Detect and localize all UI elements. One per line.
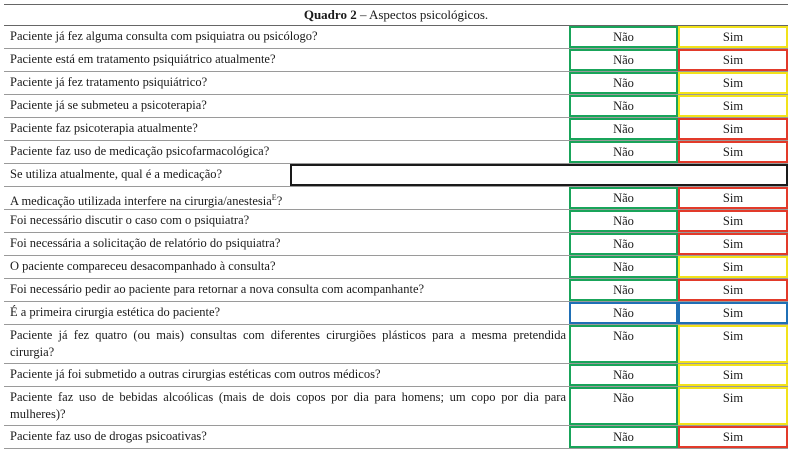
question-label: Paciente faz uso de drogas psicoativas? [10,429,207,443]
question-label: Paciente já fez tratamento psiquiátrico? [10,75,208,89]
answer-sim-option[interactable]: Sim [678,72,788,94]
answer-nao-option[interactable]: Não [569,279,678,301]
answer-sim-option[interactable]: Sim [678,364,788,386]
question-text [10,143,566,160]
answer-nao-option[interactable]: Não [569,233,678,255]
answer-sim-option[interactable]: Sim [678,141,788,163]
answer-sim-option[interactable]: Sim [678,118,788,140]
answer-sim-option[interactable]: Sim [678,325,788,363]
question-suffix: ? [276,194,283,209]
answer-nao-option[interactable]: Não [569,325,678,363]
answer-nao-option[interactable]: Não [569,426,678,448]
question-text [10,428,566,445]
table-row [4,302,788,325]
table-row [4,325,788,364]
answer-sim-option[interactable]: Sim [678,279,788,301]
table-row [4,233,788,256]
question-text [10,389,566,423]
question-label: Paciente já fez alguma consulta com psiquiatra ou psicólogo? [10,29,318,43]
answer-nao-option[interactable]: Não [569,187,678,209]
question-label: A medicação utilizada interfere na cirurgia/anestesia [10,194,272,209]
answer-nao-option[interactable]: Não [569,26,678,48]
answer-sim-option[interactable]: Sim [678,233,788,255]
answer-sim-option[interactable]: Sim [678,49,788,71]
question-text [10,304,566,321]
table-row [4,26,788,49]
table-row [4,210,788,233]
answer-sim-option[interactable]: Sim [678,387,788,425]
answer-nao-option[interactable]: Não [569,302,678,324]
answer-sim-option[interactable]: Sim [678,187,788,209]
question-label: Foi necessário pedir ao paciente para retornar a nova consulta com acompanhante? [10,282,425,296]
question-text [10,212,566,229]
question-label: Paciente já fez quatro (ou mais) consultas com diferentes cirurgiões plásticos para a mesma pretendida cirurgia? [10,328,566,359]
question-text [10,74,566,91]
question-label: Paciente faz uso de medicação psicofarmacológica? [10,144,270,158]
answer-sim-option[interactable]: Sim [678,26,788,48]
question-label: Paciente já se submeteu a psicoterapia? [10,98,207,112]
answer-nao-option[interactable]: Não [569,118,678,140]
answer-sim-option[interactable]: Sim [678,426,788,448]
question-text [10,327,566,361]
question-text [10,51,566,68]
question-label: O paciente compareceu desacompanhado à consulta? [10,259,276,273]
table-caption [4,4,788,26]
table-row [4,426,788,449]
table-row [4,164,788,187]
table-row [4,118,788,141]
question-text [10,120,566,137]
answer-sim-option[interactable]: Sim [678,210,788,232]
question-label: Paciente já foi submetido a outras cirurgias estéticas com outros médicos? [10,367,381,381]
question-text [10,189,566,210]
question-label: Foi necessário discutir o caso com o psiquiatra? [10,213,250,227]
answer-nao-option[interactable]: Não [569,95,678,117]
question-text [10,28,566,45]
quadro-table [4,4,788,449]
answer-sim-option[interactable]: Sim [678,302,788,324]
table-row [4,187,788,210]
question-label: Paciente faz uso de bebidas alcoólicas (mais de dois copos por dia para homens; um copo por dia para mulheres)? [10,390,566,421]
medication-answer-box[interactable] [290,164,788,186]
table-row [4,72,788,95]
table-row [4,364,788,387]
footnote-marker: E [271,193,277,202]
answer-nao-option[interactable]: Não [569,364,678,386]
question-text [10,235,566,252]
answer-nao-option[interactable]: Não [569,210,678,232]
question-text [10,366,566,383]
table-row [4,49,788,72]
table-row [4,279,788,302]
question-label: Paciente faz psicoterapia atualmente? [10,121,198,135]
answer-nao-option[interactable]: Não [569,141,678,163]
answer-nao-option[interactable]: Não [569,49,678,71]
answer-nao-option[interactable]: Não [569,72,678,94]
answer-nao-option[interactable]: Não [569,256,678,278]
table-body [4,26,788,449]
caption-number: Quadro 2 [303,7,357,22]
caption-title: – Aspectos psicológicos. [359,7,489,22]
table-row [4,387,788,426]
table-row [4,141,788,164]
answer-nao-option[interactable]: Não [569,387,678,425]
answer-sim-option[interactable]: Sim [678,256,788,278]
question-label: Foi necessária a solicitação de relatório do psiquiatra? [10,236,281,250]
table-row [4,256,788,279]
answer-sim-option[interactable]: Sim [678,95,788,117]
question-text [10,258,566,275]
question-text [10,97,566,114]
question-label: Paciente está em tratamento psiquiátrico atualmente? [10,52,276,66]
question-label: Se utiliza atualmente, qual é a medicação? [10,167,223,181]
question-label: É a primeira cirurgia estética do paciente? [10,305,221,319]
question-text [10,281,566,298]
table-row [4,95,788,118]
